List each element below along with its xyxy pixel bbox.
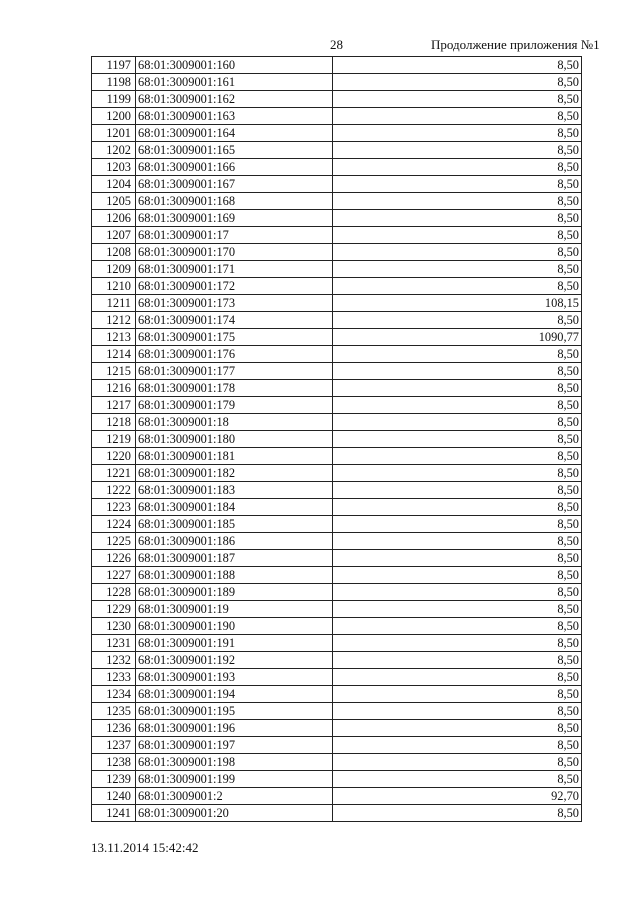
value-cell: 8,50 bbox=[333, 193, 582, 210]
table-row bbox=[92, 516, 582, 533]
value-cell: 8,50 bbox=[333, 125, 582, 142]
value-cell: 8,50 bbox=[333, 737, 582, 754]
cadastral-number: 68:01:3009001:18 bbox=[136, 414, 333, 431]
row-number: 1214 bbox=[92, 346, 136, 363]
value-cell: 8,50 bbox=[333, 550, 582, 567]
table-row bbox=[92, 142, 582, 159]
row-number: 1238 bbox=[92, 754, 136, 771]
value-cell: 8,50 bbox=[333, 771, 582, 788]
value-cell: 8,50 bbox=[333, 142, 582, 159]
cadastral-number: 68:01:3009001:198 bbox=[136, 754, 333, 771]
value-cell: 8,50 bbox=[333, 244, 582, 261]
cadastral-number: 68:01:3009001:177 bbox=[136, 363, 333, 380]
cadastral-number: 68:01:3009001:167 bbox=[136, 176, 333, 193]
table-row bbox=[92, 312, 582, 329]
row-number: 1234 bbox=[92, 686, 136, 703]
land-plots-table bbox=[91, 56, 582, 822]
value-cell: 8,50 bbox=[333, 278, 582, 295]
table-row bbox=[92, 618, 582, 635]
cadastral-number: 68:01:3009001:179 bbox=[136, 397, 333, 414]
row-number: 1197 bbox=[92, 57, 136, 74]
row-number: 1204 bbox=[92, 176, 136, 193]
cadastral-number: 68:01:3009001:195 bbox=[136, 703, 333, 720]
value-cell: 8,50 bbox=[333, 805, 582, 822]
table-row bbox=[92, 57, 582, 74]
row-number: 1202 bbox=[92, 142, 136, 159]
table-row bbox=[92, 737, 582, 754]
row-number: 1205 bbox=[92, 193, 136, 210]
value-cell: 108,15 bbox=[333, 295, 582, 312]
table-body bbox=[92, 57, 582, 822]
row-number: 1208 bbox=[92, 244, 136, 261]
cadastral-number: 68:01:3009001:182 bbox=[136, 465, 333, 482]
table-row bbox=[92, 754, 582, 771]
row-number: 1219 bbox=[92, 431, 136, 448]
table-row bbox=[92, 329, 582, 346]
table-row bbox=[92, 363, 582, 380]
cadastral-number: 68:01:3009001:174 bbox=[136, 312, 333, 329]
value-cell: 8,50 bbox=[333, 363, 582, 380]
table-row bbox=[92, 227, 582, 244]
value-cell: 8,50 bbox=[333, 448, 582, 465]
table-row bbox=[92, 533, 582, 550]
table-row bbox=[92, 431, 582, 448]
table-row bbox=[92, 91, 582, 108]
table-row bbox=[92, 176, 582, 193]
row-number: 1217 bbox=[92, 397, 136, 414]
value-cell: 8,50 bbox=[333, 312, 582, 329]
table-row bbox=[92, 108, 582, 125]
value-cell: 8,50 bbox=[333, 91, 582, 108]
row-number: 1215 bbox=[92, 363, 136, 380]
cadastral-number: 68:01:3009001:199 bbox=[136, 771, 333, 788]
print-timestamp: 13.11.2014 15:42:42 bbox=[91, 840, 199, 855]
row-number: 1229 bbox=[92, 601, 136, 618]
row-number: 1239 bbox=[92, 771, 136, 788]
value-cell: 8,50 bbox=[333, 584, 582, 601]
table-row bbox=[92, 465, 582, 482]
table-row bbox=[92, 584, 582, 601]
table-row bbox=[92, 261, 582, 278]
cadastral-number: 68:01:3009001:20 bbox=[136, 805, 333, 822]
row-number: 1231 bbox=[92, 635, 136, 652]
table-row bbox=[92, 397, 582, 414]
cadastral-number: 68:01:3009001:187 bbox=[136, 550, 333, 567]
row-number: 1206 bbox=[92, 210, 136, 227]
row-number: 1241 bbox=[92, 805, 136, 822]
row-number: 1203 bbox=[92, 159, 136, 176]
table-row bbox=[92, 499, 582, 516]
value-cell: 1090,77 bbox=[333, 329, 582, 346]
value-cell: 8,50 bbox=[333, 414, 582, 431]
value-cell: 8,50 bbox=[333, 516, 582, 533]
value-cell: 8,50 bbox=[333, 465, 582, 482]
cadastral-number: 68:01:3009001:171 bbox=[136, 261, 333, 278]
row-number: 1225 bbox=[92, 533, 136, 550]
value-cell: 8,50 bbox=[333, 261, 582, 278]
row-number: 1233 bbox=[92, 669, 136, 686]
cadastral-number: 68:01:3009001:196 bbox=[136, 720, 333, 737]
cadastral-number: 68:01:3009001:188 bbox=[136, 567, 333, 584]
row-number: 1236 bbox=[92, 720, 136, 737]
row-number: 1207 bbox=[92, 227, 136, 244]
table-row bbox=[92, 601, 582, 618]
row-number: 1224 bbox=[92, 516, 136, 533]
table-row bbox=[92, 703, 582, 720]
cadastral-number: 68:01:3009001:197 bbox=[136, 737, 333, 754]
table-row bbox=[92, 550, 582, 567]
row-number: 1223 bbox=[92, 499, 136, 516]
table-row bbox=[92, 652, 582, 669]
row-number: 1240 bbox=[92, 788, 136, 805]
cadastral-number: 68:01:3009001:192 bbox=[136, 652, 333, 669]
cadastral-number: 68:01:3009001:2 bbox=[136, 788, 333, 805]
cadastral-number: 68:01:3009001:194 bbox=[136, 686, 333, 703]
table-row bbox=[92, 193, 582, 210]
cadastral-number: 68:01:3009001:162 bbox=[136, 91, 333, 108]
value-cell: 8,50 bbox=[333, 176, 582, 193]
table-row bbox=[92, 125, 582, 142]
cadastral-number: 68:01:3009001:186 bbox=[136, 533, 333, 550]
appendix-title: Продолжение приложения №1 bbox=[431, 37, 600, 52]
row-number: 1213 bbox=[92, 329, 136, 346]
value-cell: 8,50 bbox=[333, 210, 582, 227]
row-number: 1201 bbox=[92, 125, 136, 142]
row-number: 1220 bbox=[92, 448, 136, 465]
table-row bbox=[92, 720, 582, 737]
cadastral-number: 68:01:3009001:183 bbox=[136, 482, 333, 499]
row-number: 1227 bbox=[92, 567, 136, 584]
table-row bbox=[92, 482, 582, 499]
value-cell: 8,50 bbox=[333, 652, 582, 669]
row-number: 1226 bbox=[92, 550, 136, 567]
row-number: 1209 bbox=[92, 261, 136, 278]
value-cell: 8,50 bbox=[333, 108, 582, 125]
table-row bbox=[92, 686, 582, 703]
value-cell: 8,50 bbox=[333, 567, 582, 584]
row-number: 1199 bbox=[92, 91, 136, 108]
table-row bbox=[92, 414, 582, 431]
cadastral-number: 68:01:3009001:17 bbox=[136, 227, 333, 244]
cadastral-number: 68:01:3009001:189 bbox=[136, 584, 333, 601]
cadastral-number: 68:01:3009001:190 bbox=[136, 618, 333, 635]
table-row bbox=[92, 295, 582, 312]
value-cell: 8,50 bbox=[333, 686, 582, 703]
table-row bbox=[92, 380, 582, 397]
table-row bbox=[92, 771, 582, 788]
row-number: 1222 bbox=[92, 482, 136, 499]
row-number: 1210 bbox=[92, 278, 136, 295]
value-cell: 8,50 bbox=[333, 380, 582, 397]
table-row bbox=[92, 669, 582, 686]
value-cell: 8,50 bbox=[333, 74, 582, 91]
cadastral-number: 68:01:3009001:169 bbox=[136, 210, 333, 227]
value-cell: 8,50 bbox=[333, 533, 582, 550]
row-number: 1237 bbox=[92, 737, 136, 754]
cadastral-number: 68:01:3009001:170 bbox=[136, 244, 333, 261]
value-cell: 8,50 bbox=[333, 618, 582, 635]
cadastral-number: 68:01:3009001:191 bbox=[136, 635, 333, 652]
value-cell: 8,50 bbox=[333, 601, 582, 618]
table-row bbox=[92, 448, 582, 465]
value-cell: 8,50 bbox=[333, 431, 582, 448]
table-row bbox=[92, 635, 582, 652]
value-cell: 8,50 bbox=[333, 346, 582, 363]
table-row bbox=[92, 788, 582, 805]
row-number: 1221 bbox=[92, 465, 136, 482]
value-cell: 8,50 bbox=[333, 703, 582, 720]
table-row bbox=[92, 244, 582, 261]
cadastral-number: 68:01:3009001:185 bbox=[136, 516, 333, 533]
cadastral-number: 68:01:3009001:166 bbox=[136, 159, 333, 176]
cadastral-number: 68:01:3009001:164 bbox=[136, 125, 333, 142]
cadastral-number: 68:01:3009001:181 bbox=[136, 448, 333, 465]
value-cell: 92,70 bbox=[333, 788, 582, 805]
row-number: 1216 bbox=[92, 380, 136, 397]
row-number: 1211 bbox=[92, 295, 136, 312]
cadastral-number: 68:01:3009001:173 bbox=[136, 295, 333, 312]
value-cell: 8,50 bbox=[333, 482, 582, 499]
value-cell: 8,50 bbox=[333, 635, 582, 652]
cadastral-number: 68:01:3009001:184 bbox=[136, 499, 333, 516]
value-cell: 8,50 bbox=[333, 499, 582, 516]
value-cell: 8,50 bbox=[333, 754, 582, 771]
cadastral-number: 68:01:3009001:175 bbox=[136, 329, 333, 346]
table-row bbox=[92, 278, 582, 295]
row-number: 1218 bbox=[92, 414, 136, 431]
value-cell: 8,50 bbox=[333, 397, 582, 414]
row-number: 1230 bbox=[92, 618, 136, 635]
cadastral-number: 68:01:3009001:163 bbox=[136, 108, 333, 125]
cadastral-number: 68:01:3009001:168 bbox=[136, 193, 333, 210]
cadastral-number: 68:01:3009001:193 bbox=[136, 669, 333, 686]
cadastral-number: 68:01:3009001:165 bbox=[136, 142, 333, 159]
page-number: 28 bbox=[330, 37, 343, 52]
value-cell: 8,50 bbox=[333, 159, 582, 176]
value-cell: 8,50 bbox=[333, 57, 582, 74]
table-row bbox=[92, 346, 582, 363]
table-row bbox=[92, 567, 582, 584]
table-row bbox=[92, 74, 582, 91]
cadastral-number: 68:01:3009001:161 bbox=[136, 74, 333, 91]
row-number: 1198 bbox=[92, 74, 136, 91]
cadastral-number: 68:01:3009001:180 bbox=[136, 431, 333, 448]
value-cell: 8,50 bbox=[333, 720, 582, 737]
row-number: 1228 bbox=[92, 584, 136, 601]
cadastral-number: 68:01:3009001:19 bbox=[136, 601, 333, 618]
cadastral-number: 68:01:3009001:172 bbox=[136, 278, 333, 295]
table-row bbox=[92, 210, 582, 227]
table-row bbox=[92, 805, 582, 822]
cadastral-number: 68:01:3009001:176 bbox=[136, 346, 333, 363]
row-number: 1200 bbox=[92, 108, 136, 125]
table-row bbox=[92, 159, 582, 176]
row-number: 1232 bbox=[92, 652, 136, 669]
value-cell: 8,50 bbox=[333, 669, 582, 686]
cadastral-number: 68:01:3009001:178 bbox=[136, 380, 333, 397]
cadastral-number: 68:01:3009001:160 bbox=[136, 57, 333, 74]
value-cell: 8,50 bbox=[333, 227, 582, 244]
row-number: 1212 bbox=[92, 312, 136, 329]
row-number: 1235 bbox=[92, 703, 136, 720]
